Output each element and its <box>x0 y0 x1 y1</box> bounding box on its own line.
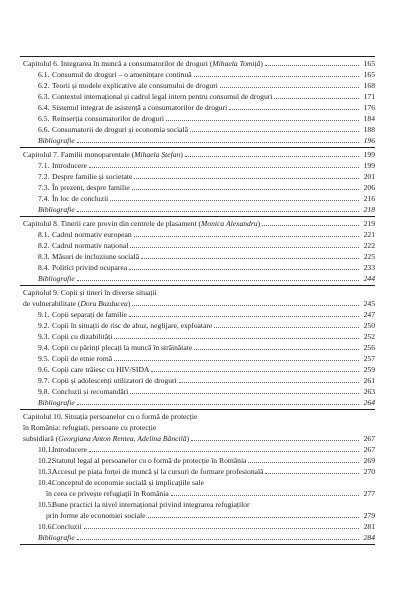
chapter-title: subsidiară ( <box>23 434 59 443</box>
section-title: Copii de etnie romă <box>52 354 113 363</box>
page-number: 199 <box>363 150 375 159</box>
section-number: 8.4. <box>38 263 50 272</box>
chapter-title-line <box>20 422 375 433</box>
section-number: 9.5. <box>38 354 50 363</box>
page-number: 184 <box>363 114 375 123</box>
chapter-author: Doru Buzducea <box>80 299 128 308</box>
toc-entry <box>20 69 375 80</box>
chapter-title: în România: refugiați, persoane cu protecție <box>23 423 157 432</box>
section-title: În loc de concluzii <box>52 194 109 203</box>
chapter-title-text <box>23 287 157 298</box>
chapter-section <box>20 148 375 217</box>
dot-leader <box>134 230 359 237</box>
page-number: 257 <box>363 354 375 363</box>
page-number: 281 <box>363 522 375 531</box>
bibliography-label: Bibliografie <box>38 398 75 407</box>
page-number: 206 <box>363 183 375 192</box>
chapter-title-line <box>20 287 375 298</box>
chapter-title: Capitolul 10. Situația persoanelor cu o formă de protecție <box>23 412 198 421</box>
section-title: Copii cu părinți plecați la muncă în străinătate <box>52 343 193 352</box>
section-number: 6.3. <box>38 92 50 101</box>
dot-leader <box>190 125 359 132</box>
page-number: 247 <box>363 310 375 319</box>
dot-leader <box>179 376 359 383</box>
section-title: Introducere <box>52 445 87 454</box>
toc-entry <box>20 262 375 273</box>
section-title-continued: în ceea ce privește refugiații în România <box>46 489 169 498</box>
page-number: 165 <box>363 70 375 79</box>
chapter-title-line <box>20 149 375 160</box>
toc-entry <box>20 193 375 204</box>
page-number: 284 <box>363 533 375 542</box>
dot-leader <box>151 365 359 372</box>
bibliography-label: Bibliografie <box>38 136 75 145</box>
section-number: 10.5. <box>38 500 54 509</box>
section-number: 9.8. <box>38 387 50 396</box>
section-number: 7.1. <box>38 161 50 170</box>
section-title: Concluzii și recomandări <box>52 387 129 396</box>
section-number: 9.2. <box>38 321 50 330</box>
page-number: 218 <box>363 205 375 214</box>
page-number: 245 <box>363 299 375 308</box>
toc-entry <box>20 477 375 488</box>
dot-leader <box>130 387 359 394</box>
chapter-section <box>20 217 375 286</box>
dot-leader <box>77 398 359 405</box>
dot-leader <box>132 183 359 190</box>
page-number: 221 <box>363 230 375 239</box>
page-number: 165 <box>363 59 375 68</box>
toc-entry <box>20 171 375 182</box>
dot-leader <box>77 533 359 540</box>
dot-leader <box>141 252 359 259</box>
page-number: 263 <box>363 387 375 396</box>
dot-leader <box>89 161 359 168</box>
dot-leader <box>130 241 359 248</box>
dot-leader <box>114 332 359 339</box>
toc-entry <box>20 342 375 353</box>
dot-leader <box>265 59 359 66</box>
page-number: 201 <box>363 172 375 181</box>
chapter-author: Monica Alexandru <box>201 219 258 228</box>
toc-entry <box>20 320 375 331</box>
section-title: Copii și adolescenți utilizatori de droguri <box>52 376 177 385</box>
bibliography-entry <box>20 532 375 543</box>
dot-leader <box>194 70 359 77</box>
section-title: Contextul internațional și cadrul legal intern pentru consumul de droguri <box>52 92 273 101</box>
chapter-title-text <box>23 58 263 69</box>
chapter-title-line <box>20 298 375 309</box>
section-number: 10.1. <box>38 445 54 454</box>
dot-leader <box>214 321 359 328</box>
dot-leader <box>171 489 359 496</box>
chapter-title-close: ) <box>260 59 263 68</box>
page-number: 176 <box>363 103 375 112</box>
section-title-continued: prin forme ale economiei sociale <box>46 511 146 520</box>
section-number: 6.4. <box>38 103 50 112</box>
page-number: 250 <box>363 321 375 330</box>
dot-leader <box>274 92 359 99</box>
dot-leader <box>89 445 359 452</box>
section-title: Despre familie și societate <box>52 172 133 181</box>
bibliography-entry <box>20 273 375 284</box>
toc-entry <box>20 124 375 135</box>
toc-entry-continuation <box>20 510 375 521</box>
section-title: Consumatorii de droguri și economia socială <box>52 125 189 134</box>
section-number: 10.3. <box>38 467 54 476</box>
toc-entry <box>20 521 375 532</box>
section-title: Accesul pe piața forței de muncă și la cursuri de formare profesională <box>52 467 264 476</box>
dot-leader <box>77 136 359 143</box>
toc-entry <box>20 375 375 386</box>
chapter-title-close: ) <box>127 299 131 308</box>
section-number: 8.1. <box>38 230 50 239</box>
dot-leader <box>77 205 359 212</box>
dot-leader <box>114 354 359 361</box>
bibliography-label: Bibliografie <box>38 533 75 542</box>
page-number: 188 <box>363 125 375 134</box>
section-title: Conceptul de economie socială și implicațiile sale <box>52 478 204 487</box>
chapter-title-line <box>20 58 375 69</box>
page-number: 267 <box>363 445 375 454</box>
page-number: 233 <box>363 263 375 272</box>
section-title: Copii cu dizabilități <box>52 332 113 341</box>
chapter-title-line <box>20 411 375 422</box>
section-number: 8.3. <box>38 252 50 261</box>
toc-entry <box>20 91 375 102</box>
toc-entry <box>20 386 375 397</box>
section-title: Copii separați de familie <box>52 310 127 319</box>
chapter-title: de vulnerabilitate ( <box>23 299 81 308</box>
bibliography-entry <box>20 397 375 408</box>
dot-leader <box>77 274 359 281</box>
chapter-title-text <box>23 433 189 444</box>
dot-leader <box>84 522 359 529</box>
section-title: Bune practici la nivel internațional privind integrarea refugiaților <box>52 500 250 509</box>
chapter-title-line <box>20 433 375 444</box>
chapter-title-line <box>20 218 375 229</box>
page-number: 168 <box>363 81 375 90</box>
dot-leader <box>110 194 359 201</box>
dot-leader <box>129 263 359 270</box>
toc-entry <box>20 80 375 91</box>
page-number: 219 <box>363 219 375 228</box>
chapter-title-text <box>23 149 183 160</box>
dot-leader <box>191 434 359 441</box>
toc-entry <box>20 309 375 320</box>
page-number: 270 <box>363 467 375 476</box>
section-title: Cadrul normativ național <box>52 241 129 250</box>
dot-leader <box>265 467 359 474</box>
chapter-title: Capitolul 9. Copii și tineri în diverse situații <box>23 288 157 297</box>
toc-entry-continuation <box>20 488 375 499</box>
dot-leader <box>262 219 359 226</box>
section-number: 10.6. <box>38 522 54 531</box>
section-number: 10.2. <box>38 456 54 465</box>
page-number: 267 <box>363 434 375 443</box>
toc-entry <box>20 353 375 364</box>
section-number: 6.6. <box>38 125 50 134</box>
toc-entry <box>20 102 375 113</box>
chapter-author: Georgiana Anton Rentea, Adelina Băncilă <box>58 434 187 443</box>
toc-entry <box>20 444 375 455</box>
section-title: Reinserția consumatorilor de droguri <box>52 114 164 123</box>
dot-leader <box>194 343 359 350</box>
chapter-author: Mihaela Ștefan <box>134 150 181 159</box>
section-number: 7.2. <box>38 172 50 181</box>
section-number: 10.4. <box>38 478 54 487</box>
page-number: 252 <box>363 332 375 341</box>
section-number: 9.4. <box>38 343 50 352</box>
toc-entry <box>20 364 375 375</box>
dot-leader <box>220 81 359 88</box>
toc-entry <box>20 466 375 477</box>
chapter-title-text <box>23 298 130 309</box>
bibliography-entry <box>20 204 375 215</box>
section-title: Statutul legal al persoanelor cu o formă de protecție în România <box>52 456 247 465</box>
page-number: 277 <box>363 489 375 498</box>
dot-leader <box>132 299 359 306</box>
bibliography-entry <box>20 135 375 146</box>
toc-entry <box>20 113 375 124</box>
page-number: 196 <box>363 136 375 145</box>
bibliography-label: Bibliografie <box>38 205 75 214</box>
section-title: Sistemul integrat de asistență a consumatorilor de droguri <box>52 103 228 112</box>
chapter-section <box>20 286 375 410</box>
section-number: 7.3. <box>38 183 50 192</box>
chapter-title-close: ) <box>186 434 190 443</box>
page-number: 279 <box>363 511 375 520</box>
table-of-contents <box>20 56 375 545</box>
page-number: 264 <box>363 398 375 407</box>
toc-entry <box>20 455 375 466</box>
section-title: Consumul de droguri – o amenințare continuă <box>52 70 192 79</box>
toc-entry <box>20 251 375 262</box>
section-number: 9.7. <box>38 376 50 385</box>
section-number: 6.1. <box>38 70 50 79</box>
chapter-title-text <box>23 218 260 229</box>
section-number: 9.1. <box>38 310 50 319</box>
dot-leader <box>148 511 359 518</box>
section-title: Politici privind ocuparea <box>52 263 128 272</box>
chapter-title-text <box>23 411 197 422</box>
chapter-title-close: ) <box>180 150 183 159</box>
dot-leader <box>185 150 359 157</box>
toc-entry <box>20 160 375 171</box>
page-number: 269 <box>363 456 375 465</box>
dot-leader <box>229 103 359 110</box>
chapter-title-close: ) <box>257 219 261 228</box>
toc-entry <box>20 331 375 342</box>
dot-leader <box>134 172 359 179</box>
page-number: 171 <box>363 92 375 101</box>
toc-entry <box>20 240 375 251</box>
toc-entry <box>20 499 375 510</box>
section-number: 6.5. <box>38 114 50 123</box>
page-number: 259 <box>363 365 375 374</box>
chapter-title-text <box>23 422 156 433</box>
toc-entry <box>20 182 375 193</box>
dot-leader <box>129 310 359 317</box>
chapter-title: Capitolul 7. Familii monoparentale ( <box>23 150 135 159</box>
section-number: 9.3. <box>38 332 50 341</box>
page-number: 261 <box>363 376 375 385</box>
section-title: Cadrul normativ european <box>52 230 132 239</box>
chapter-title: Capitolul 6. Integrarea în muncă a consumatorilor de droguri ( <box>23 59 213 68</box>
toc-entry <box>20 229 375 240</box>
page-number: 222 <box>363 241 375 250</box>
section-title: Concluzii <box>52 522 82 531</box>
chapter-section <box>20 410 375 545</box>
section-title: Măsuri de incluziune socială <box>52 252 140 261</box>
dot-leader <box>166 114 359 121</box>
chapter-title: Capitolul 8. Tinerii care provin din centrele de plasament ( <box>23 219 201 228</box>
bibliography-label: Bibliografie <box>38 274 75 283</box>
chapter-author: Mihaela Tomiță <box>212 59 261 68</box>
section-number: 6.2. <box>38 81 50 90</box>
section-title: În prezent, despre familie <box>52 183 130 192</box>
section-title: Copii care trăiesc cu HIV/SIDA <box>52 365 150 374</box>
page-number: 244 <box>363 274 375 283</box>
section-number: 7.4. <box>38 194 50 203</box>
page-number: 225 <box>363 252 375 261</box>
chapter-section <box>20 57 375 148</box>
section-title: Copii în situații de risc de abuz, neglijare, exploatare <box>52 321 213 330</box>
page-number: 216 <box>363 194 375 203</box>
section-number: 9.6. <box>38 365 50 374</box>
section-title: Teorii și modele explicative ale consumului de droguri <box>52 81 218 90</box>
section-title: Introducere <box>52 161 87 170</box>
page-number: 256 <box>363 343 375 352</box>
section-number: 8.2. <box>38 241 50 250</box>
dot-leader <box>248 456 359 463</box>
page-number: 199 <box>363 161 375 170</box>
